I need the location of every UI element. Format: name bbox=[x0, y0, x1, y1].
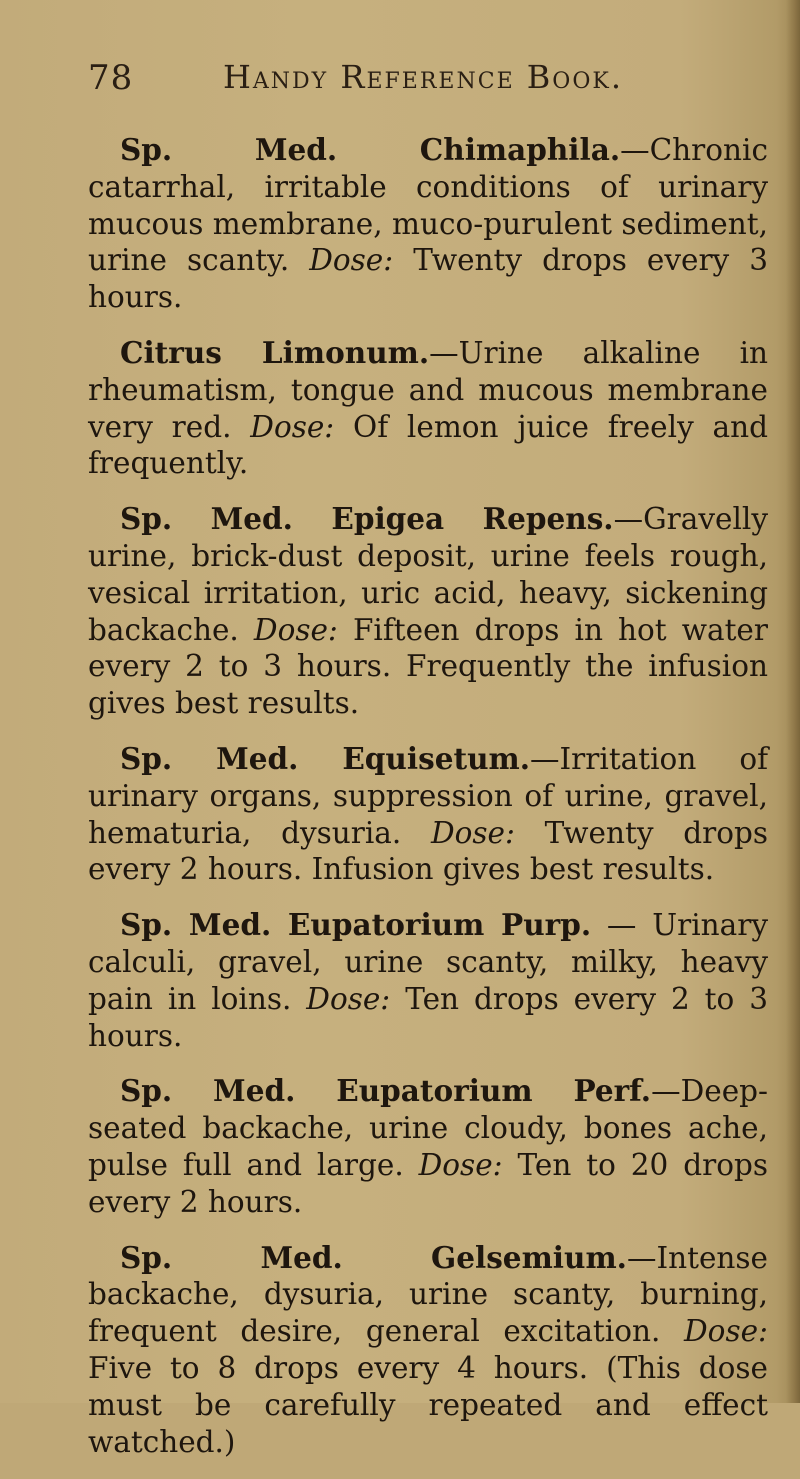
remedy-description: —Irritation of urinary organs, suppression of urine, gravel, hematuria, dysuria. bbox=[88, 741, 769, 850]
remedy-name: Sp. Med. Eupatorium Purp. bbox=[120, 907, 592, 943]
page-number: 78 bbox=[88, 58, 134, 98]
remedy-entry-chimaphila bbox=[88, 132, 768, 316]
remedy-entry-gelsemium bbox=[88, 1240, 768, 1461]
remedy-description: —Chronic catarrhal, irritable conditions of urinary mucous membrane, muco-purulent sediment, urine scanty. bbox=[88, 133, 768, 278]
page-body bbox=[88, 132, 768, 1479]
remedy-description: — Urinary calculi, gravel, urine scanty, milky, heavy pain in loins. bbox=[88, 908, 768, 1016]
remedy-name: Citrus Limonum. bbox=[120, 334, 430, 370]
dose-text: Five to 8 drops every 4 hours. (This dose must be carefully repeated and effect watched.) bbox=[88, 1350, 768, 1459]
dose-label: Dose: bbox=[306, 981, 391, 1016]
dose-text: Ten to 20 drops every 2 hours. bbox=[88, 1147, 768, 1219]
remedy-description: —Gravelly urine, brick-dust deposit, urine feels rough, vesical irritation, uric acid, heavy, sickening backache. bbox=[88, 502, 768, 647]
remedy-entry-eupatorium-perf bbox=[88, 1073, 768, 1220]
remedy-description: —Urine alkaline in rheumatism, tongue and mucous membrane very red. bbox=[88, 335, 769, 444]
remedy-name: Sp. Med. Gelsemium. bbox=[120, 1239, 627, 1275]
remedy-name: Sp. Med. Epigea Repens. bbox=[120, 501, 614, 537]
remedy-name: Sp. Med. Equisetum. bbox=[120, 740, 531, 776]
dose-label: Dose: bbox=[684, 1314, 768, 1349]
dose-label: Dose: bbox=[309, 243, 394, 278]
dose-text: Twenty drops every 3 hours. bbox=[88, 243, 768, 315]
page-header bbox=[88, 58, 748, 102]
dose-text: Twenty drops every 2 hours. Infusion gives best results. bbox=[88, 815, 768, 887]
remedy-name: Sp. Med. Eupatorium Perf. bbox=[120, 1073, 652, 1109]
dose-label: Dose: bbox=[418, 1147, 503, 1182]
remedy-entry-eupatorium-purp bbox=[88, 907, 768, 1054]
dose-label: Dose: bbox=[253, 612, 338, 647]
remedy-name: Sp. Med. Chimaphila. bbox=[120, 132, 621, 167]
remedy-entry-equisetum bbox=[88, 741, 768, 888]
remedy-entry-citrus-limonum bbox=[88, 335, 768, 482]
dose-text: Of lemon juice freely and frequently. bbox=[88, 409, 768, 481]
running-head: Handy Reference Book. bbox=[223, 58, 623, 96]
remedy-description: —Intense backache, dysuria, urine scanty, burning, frequent desire, general excitation. bbox=[88, 1240, 768, 1349]
remedy-entry-epigea-repens bbox=[88, 501, 768, 722]
dose-label: Dose: bbox=[250, 409, 335, 444]
page-edge-shadow bbox=[786, 0, 800, 1403]
remedy-description: —Deep-seated backache, urine cloudy, bones ache, pulse full and large. bbox=[88, 1074, 768, 1182]
dose-text: Ten drops every 2 to 3 hours. bbox=[88, 981, 768, 1053]
dose-label: Dose: bbox=[431, 815, 515, 850]
dose-text: Fifteen drops in hot water every 2 to 3 hours. Frequently the infusion gives best results. bbox=[88, 612, 768, 721]
